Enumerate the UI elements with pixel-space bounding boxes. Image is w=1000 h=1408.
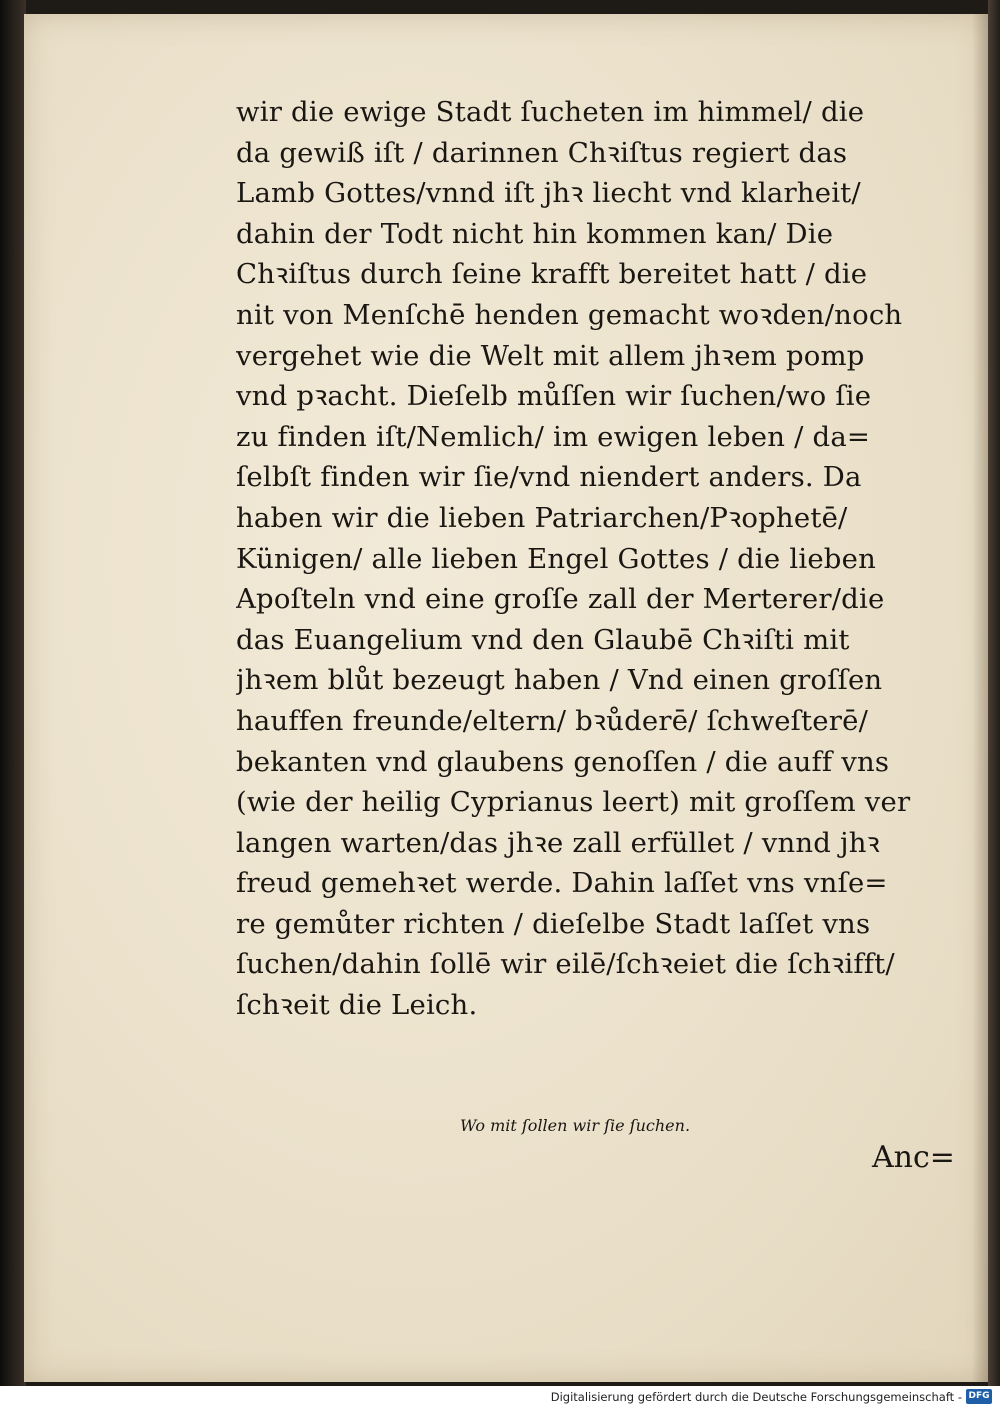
text-line: dahin der Todt nicht hin kommen kan/ Die bbox=[236, 217, 834, 250]
text-line: Künigen/ alle lieben Engel Gottes / die lieben bbox=[236, 542, 876, 575]
marginal-note: Wo mit ſollen wir ſie ſuchen. bbox=[460, 1116, 691, 1135]
text-line: wir die ewige Stadt ſucheten im himmel/ die bbox=[236, 96, 865, 128]
text-line: nit von Menſchē henden gemacht woꝛden/noch bbox=[236, 298, 903, 331]
main-text-block bbox=[236, 92, 948, 1026]
text-line: freud gemehꝛet werde. Dahin laſſet vns vnſe= bbox=[236, 867, 888, 900]
text-line: zu finden iſt/Nemlich/ im ewigen leben / da= bbox=[236, 420, 871, 453]
text-line: (wie der heilig Cyprianus leert) mit groſſem ver bbox=[236, 786, 911, 819]
text-line: hauffen freunde/eltern/ bꝛůderē/ ſchweſterē/ bbox=[236, 704, 869, 737]
text-line: da gewiß iſt / darinnen Chꝛiſtus regiert das bbox=[236, 136, 848, 169]
catchword: Anc= bbox=[872, 1140, 955, 1175]
text-line: Apoſteln vnd eine groſſe zall der Merterer/die bbox=[236, 583, 885, 616]
funding-credit: Digitalisierung gefördert durch die Deutsche Forschungsgemeinschaft - bbox=[550, 1390, 962, 1404]
text-line: vergehet wie die Welt mit allem jhꝛem pomp bbox=[236, 339, 865, 372]
page-right-edge bbox=[988, 0, 1000, 1386]
text-line: Lamb Gottes/vnnd iſt jhꝛ liecht vnd klarheit/ bbox=[236, 177, 861, 210]
text-line: Chꝛiſtus durch ſeine krafft bereitet hatt / die bbox=[236, 258, 868, 291]
text-line: ſuchen/dahin ſollē wir eilē/ſchꝛeiet die ſchꝛifft/ bbox=[236, 948, 895, 981]
text-line: das Euangelium vnd den Glaubē Chꝛiſti mit bbox=[236, 623, 850, 656]
text-line: ſelbſt finden wir ſie/vnd niendert anders. Da bbox=[236, 461, 862, 494]
text-line: vnd pꝛacht. Dieſelb můſſen wir ſuchen/wo ſie bbox=[236, 380, 872, 413]
dfg-logo-icon: DFG bbox=[966, 1389, 992, 1404]
text-line: ſchꝛeit die Leich. bbox=[236, 989, 478, 1022]
text-line: langen warten/das jhꝛe zall erfüllet / vnnd jhꝛ bbox=[236, 826, 880, 859]
text-line: bekanten vnd glaubens genoſſen / die auff vns bbox=[236, 745, 890, 778]
text-line: re gemůter richten / dieſelbe Stadt laſſet vns bbox=[236, 907, 871, 940]
text-line: jhꝛem blůt bezeugt haben / Vnd einen groſſen bbox=[236, 664, 883, 697]
text-line: haben wir die lieben Patriarchen/Pꝛophetē/ bbox=[236, 501, 848, 534]
book-binding-edge bbox=[0, 0, 26, 1386]
